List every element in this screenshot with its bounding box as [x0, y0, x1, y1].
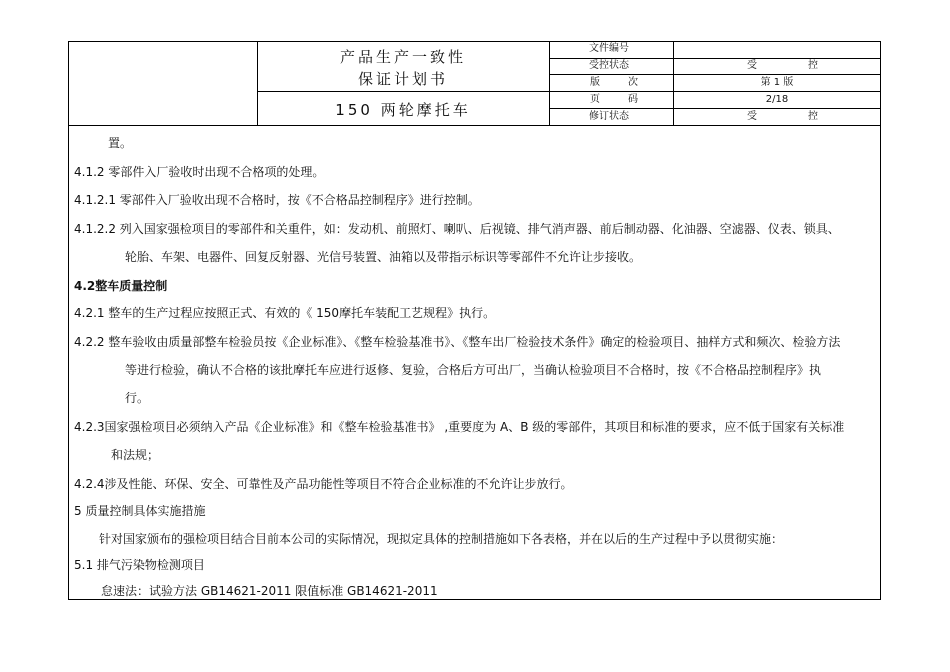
text-line: 怠速法：试验方法 GB14621-2011 限值标准 GB14621-2011: [101, 584, 438, 598]
meta-value-edition: 第 1 版: [760, 77, 794, 88]
text-line: 4.2.4涉及性能、环保、安全、可靠性及产品功能性等项目不符合企业标准的不允许让步放行。: [74, 477, 573, 491]
text-line: 4.1.2 零部件入厂验收时出现不合格项的处理。: [74, 165, 325, 179]
meta-label-page-a: 页: [590, 94, 600, 105]
meta-label-edition-b: 次: [628, 77, 638, 88]
text-line: 等进行检验，确认不合格的该批摩托车应进行返修、复验，合格后方可出厂，当确认检验项目不合格时，按《不合格品控制程序》执: [125, 363, 822, 377]
text-line: 和法规；: [111, 448, 160, 462]
text-line: 针对国家颁布的强检项目结合目前本公司的实际情况，现拟定具体的控制措施如下各表格，并在以后的生产过程中予以贯彻实施：: [99, 532, 784, 546]
meta-value-page: 2/18: [765, 94, 789, 105]
text-line: 行。: [125, 391, 150, 405]
meta-value-control-b: 控: [808, 60, 818, 71]
header-bottom-line: [68, 125, 881, 126]
meta-label-control-status: 受控状态: [589, 60, 629, 71]
section-heading: 4.2整车质量控制: [74, 279, 168, 293]
meta-label-file-number: 文件编号: [589, 43, 629, 54]
text-line: 4.2.2 整车验收由质量部整车检验员按《企业标准》、《整车检验基准书》、《整车出厂检验技术条件》确定的检验项目、抽样方式和频次、检验方法: [74, 335, 841, 349]
meta-value-revision-a: 受: [747, 111, 757, 122]
meta-value-revision-b: 控: [808, 111, 818, 122]
text-line: 轮胎、车架、电器件、回复反射器、光信号装置、油箱以及带指示标识等零部件不允许让步接收。: [125, 250, 642, 264]
doc-title-line2: 保证计划书: [357, 70, 448, 88]
section-heading: 5 质量控制具体实施措施: [74, 504, 206, 518]
text-line: 4.2.1 整车的生产过程应按照正式、有效的《 150摩托车装配工艺规程》执行。: [74, 306, 496, 320]
meta-label-page-b: 码: [628, 94, 638, 105]
section-heading: 5.1 排气污染物检测项目: [74, 558, 205, 572]
header-divider-mid: [549, 41, 550, 125]
text-line: 4.1.2.1 零部件入厂验收出现不合格时，按《不合格品控制程序》进行控制。: [74, 193, 480, 207]
text-line: 4.1.2.2 列入国家强检项目的零部件和关重件，如：发动机、前照灯、喇叭、后视镜、排气消声器、前后制动器、化油器、空滤器、仪表、锁具、: [74, 222, 840, 236]
meta-label-edition-a: 版: [590, 77, 600, 88]
doc-subtitle: 150 两轮摩托车: [335, 101, 471, 119]
title-subtitle-line: [257, 91, 549, 92]
meta-value-control-a: 受: [747, 60, 757, 71]
text-line: 4.2.3国家强检项目必须纳入产品《企业标准》和《整车检验基准书》 ,重要度为 A、B 级的零部件，其项目和标准的要求，应不低于国家有关标准: [74, 420, 845, 434]
meta-label-revision-status: 修订状态: [589, 111, 629, 122]
doc-title-line1: 产品生产一致性: [339, 48, 466, 66]
text-line: 置。: [108, 136, 133, 150]
